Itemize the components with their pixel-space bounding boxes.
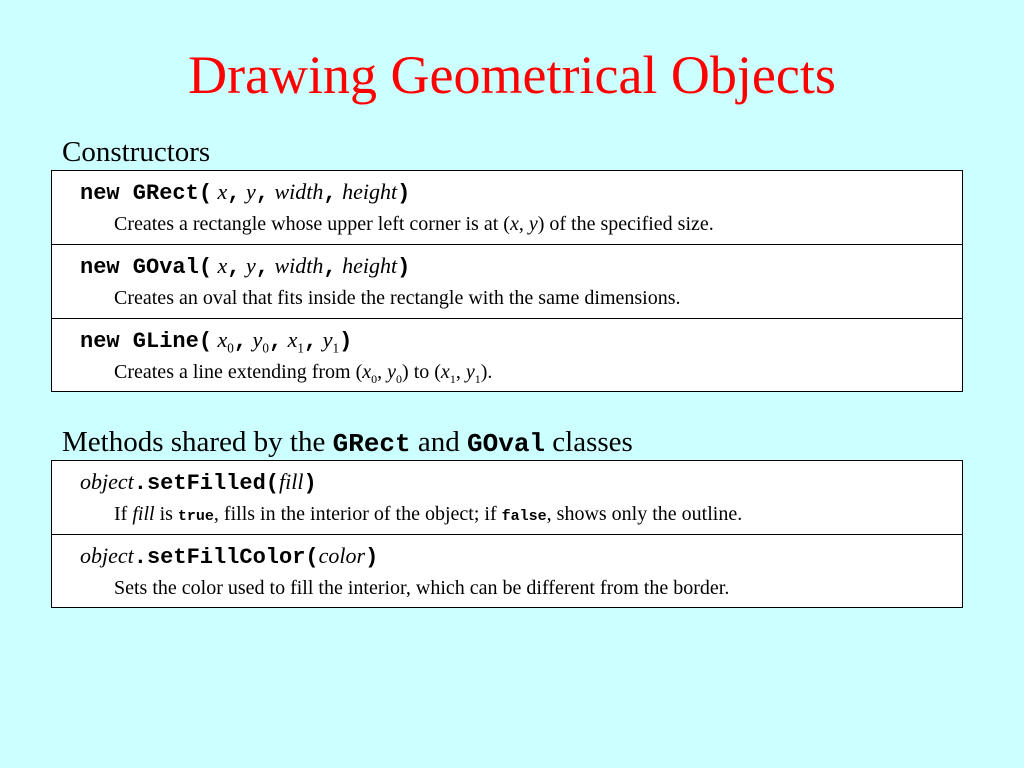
desc-x1: x [440,361,450,383]
constructor-row-grect [52,171,962,245]
comma: , [268,329,283,354]
setfillcolor-description: Sets the color used to fill the interior, which can be different from the border. [114,577,730,599]
desc-text: If [114,503,133,525]
subscript: 1 [474,372,481,386]
close-paren: ) [339,329,353,354]
desc-y1: y [465,361,475,383]
constructor-row-gline [52,319,962,393]
subscript: 0 [396,372,403,386]
comma: , [227,255,241,280]
desc-text: , [518,213,529,235]
desc-text: is [154,503,178,525]
close-paren: ) [397,255,411,280]
comma: , [255,181,269,206]
heading-text: classes [545,426,633,458]
desc-text: Creates a rectangle whose upper left corner is at ( [114,213,510,235]
param-width: width [274,253,324,278]
desc-text: , shows only the outline. [546,503,743,525]
object-param: object [80,469,134,494]
comma: , [304,329,318,354]
method-row-setfillcolor [52,535,962,609]
param-height: height [342,253,398,278]
param-fill: fill [279,469,304,494]
subscript: 1 [332,340,340,356]
param-width: width [274,179,324,204]
subscript: 1 [297,340,305,356]
comma: , [323,255,337,280]
setfilled-signature [80,467,317,499]
grect-description [114,211,714,237]
desc-text: , [455,361,466,383]
goval-class-name: GOval [467,429,546,459]
desc-text: ) of the specified size. [537,213,714,235]
goval-constructor-name: new GOval( [80,255,213,280]
close-paren: ) [303,471,317,496]
desc-x: x [509,213,519,235]
setfilled-method-name: .setFilled( [133,471,279,496]
param-y0: y [252,327,263,352]
subscript: 0 [262,340,269,356]
false-keyword: false [501,508,547,525]
slide-title: Drawing Geometrical Objects [188,45,836,105]
subscript: 0 [227,340,234,356]
gline-signature [80,325,352,357]
gline-constructor-name: new GLine( [80,329,213,354]
desc-y0: y [387,361,397,383]
desc-text: , [377,361,388,383]
param-x0: x [217,327,228,352]
setfillcolor-signature [80,541,378,573]
method-row-setfilled [52,461,962,535]
desc-fill: fill [132,503,155,525]
object-param: object [80,543,134,568]
desc-y: y [528,213,538,235]
constructors-heading: Constructors [62,136,211,168]
param-x: x [217,253,228,278]
goval-description: Creates an oval that fits inside the rectangle with the same dimensions. [114,287,681,309]
param-y: y [246,253,256,278]
gline-description [114,359,492,385]
true-keyword: true [177,508,214,525]
grect-signature [80,177,410,209]
constructor-row-goval [52,245,962,319]
param-y: y [246,179,256,204]
goval-signature [80,251,410,283]
methods-table [51,460,963,608]
desc-text: ). [480,361,493,383]
close-paren: ) [365,545,379,570]
heading-text: and [410,426,468,458]
param-y1: y [322,327,333,352]
comma: , [233,329,248,354]
grect-constructor-name: new GRect( [80,181,213,206]
desc-x0: x [362,361,372,383]
comma: , [255,255,269,280]
grect-class-name: GRect [332,429,411,459]
param-x: x [217,179,228,204]
desc-text: , fills in the interior of the object; if [213,503,502,525]
heading-text: Methods shared by the [62,426,333,458]
close-paren: ) [397,181,411,206]
subscript: 1 [449,372,456,386]
comma: , [227,181,241,206]
desc-text: ) to ( [402,361,441,383]
desc-text: Creates a line extending from ( [114,361,363,383]
comma: , [323,181,337,206]
methods-heading [62,424,633,462]
setfillcolor-method-name: .setFillColor( [133,545,319,570]
subscript: 0 [371,372,378,386]
param-color: color [318,543,366,568]
setfilled-description [114,501,742,530]
constructors-table [51,170,963,392]
param-x1: x [287,327,298,352]
param-height: height [342,179,398,204]
